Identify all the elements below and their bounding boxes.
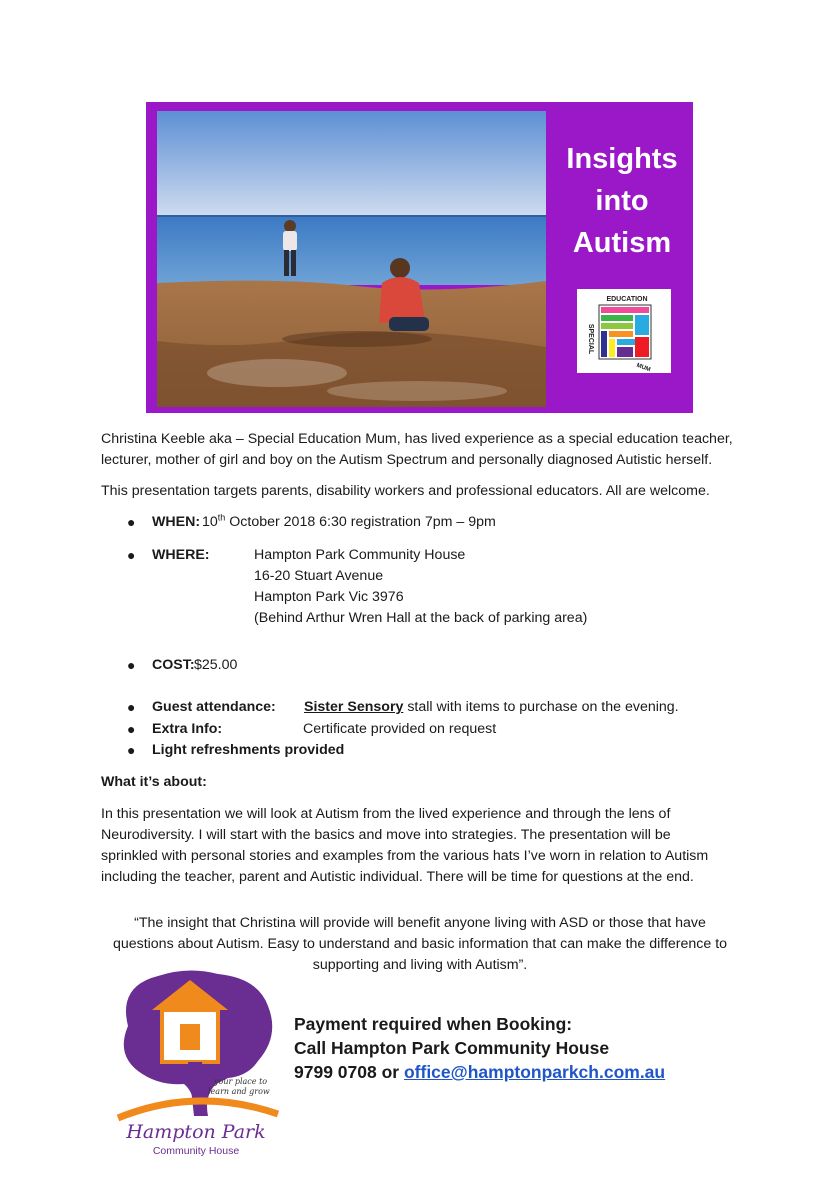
refreshments-label: Light refreshments provided [152, 742, 345, 758]
guest-rest: stall with items to purchase on the evening. [407, 699, 679, 715]
event-banner [146, 102, 693, 413]
bullet-icon: ● [127, 721, 136, 737]
audience-text: This presentation targets parents, disability workers and professional educators. All are welcome. [101, 483, 710, 499]
when-value [202, 512, 496, 533]
booking-line-3 [294, 1060, 665, 1084]
bullet-icon: ● [127, 547, 136, 563]
extra-value: Certificate provided on request [303, 721, 497, 737]
quote-line-1: “The insight that Christina will provide will benefit anyone living with ASD or those that have [134, 915, 706, 931]
bullet-icon: ● [127, 657, 136, 673]
where-line-4: (Behind Arthur Wren Hall at the back of parking area) [254, 610, 588, 626]
hampton-park-logo-image [108, 966, 284, 1166]
hampton-park-logo [108, 966, 284, 1166]
intro-paragraph [101, 429, 733, 471]
where-address [254, 545, 587, 629]
guest-value [304, 697, 679, 718]
where-label: WHERE: [152, 547, 210, 563]
logo-text-mum: MUM [635, 362, 652, 373]
booking-line-1: Payment required when Booking: [294, 1014, 573, 1034]
logo-subtitle: Community House [152, 1145, 240, 1157]
where-line-1: Hampton Park Community House [254, 547, 466, 563]
beach-photo [157, 111, 546, 407]
extra-label: Extra Info: [152, 721, 223, 737]
logo-tagline-1: your place to [214, 1077, 268, 1086]
about-line-3: sprinkled with personal stories and examples from the various hats I’ve worn in relation to Autism [101, 848, 709, 864]
where-line-2: 16-20 Stuart Avenue [254, 568, 384, 584]
where-line-3: Hampton Park Vic 3976 [254, 589, 404, 605]
cost-value: $25.00 [194, 657, 238, 673]
logo-text-education: EDUCATION [606, 296, 648, 303]
bullet-icon: ● [127, 514, 136, 530]
quote-line-3: supporting and living with Autism”. [312, 957, 528, 973]
about-paragraph [101, 804, 708, 888]
beach-scene-image [157, 111, 546, 407]
quote-line-2: questions about Autism. Easy to understand and basic information that can make the difference to [112, 936, 728, 952]
sister-sensory-link[interactable]: Sister Sensory [304, 699, 404, 715]
intro-line-1: Christina Keeble aka – Special Education Mum, has lived experience as a special education teacher, [101, 431, 733, 447]
when-rest: October 2018 6:30 registration 7pm – 9pm [229, 514, 496, 530]
special-education-mum-logo-image [577, 289, 671, 373]
email-link[interactable]: office@hamptonparkch.com.au [403, 1062, 666, 1082]
booking-info [294, 1012, 665, 1084]
about-line-4: including the teacher, parent and Autistic individual. There will be time for questions at the end. [101, 869, 694, 885]
bullet-icon: ● [127, 699, 136, 715]
intro-line-2: lecturer, mother of girl and boy on the Autism Spectrum and personally diagnosed Autistic herself. [101, 452, 713, 468]
banner-title-line-3: Autism [572, 227, 672, 259]
when-suffix: th [217, 512, 226, 523]
special-education-mum-logo [577, 289, 671, 373]
guest-label: Guest attendance: [152, 699, 276, 715]
booking-phone: 9799 0708 or [294, 1062, 400, 1082]
about-line-2: Neurodiversity. I will start with the basics and move into strategies. The presentation will be [101, 827, 671, 843]
logo-tagline-2: learn and grow [208, 1087, 270, 1096]
banner-title-line-2: into [595, 185, 649, 217]
about-heading: What it’s about: [101, 774, 207, 790]
about-line-1: In this presentation we will look at Autism from the lived experience and through the lens of [101, 806, 671, 822]
when-day: 10 [202, 514, 218, 530]
banner-title [554, 138, 690, 264]
logo-text-special: SPECIAL [587, 323, 594, 355]
logo-name: Hampton Park [126, 1121, 266, 1143]
booking-line-2: Call Hampton Park Community House [294, 1038, 610, 1058]
cost-label: COST: [152, 657, 195, 673]
bullet-icon: ● [127, 742, 136, 758]
banner-title-line-1: Insights [566, 143, 678, 175]
when-label: WHEN: [152, 514, 201, 530]
